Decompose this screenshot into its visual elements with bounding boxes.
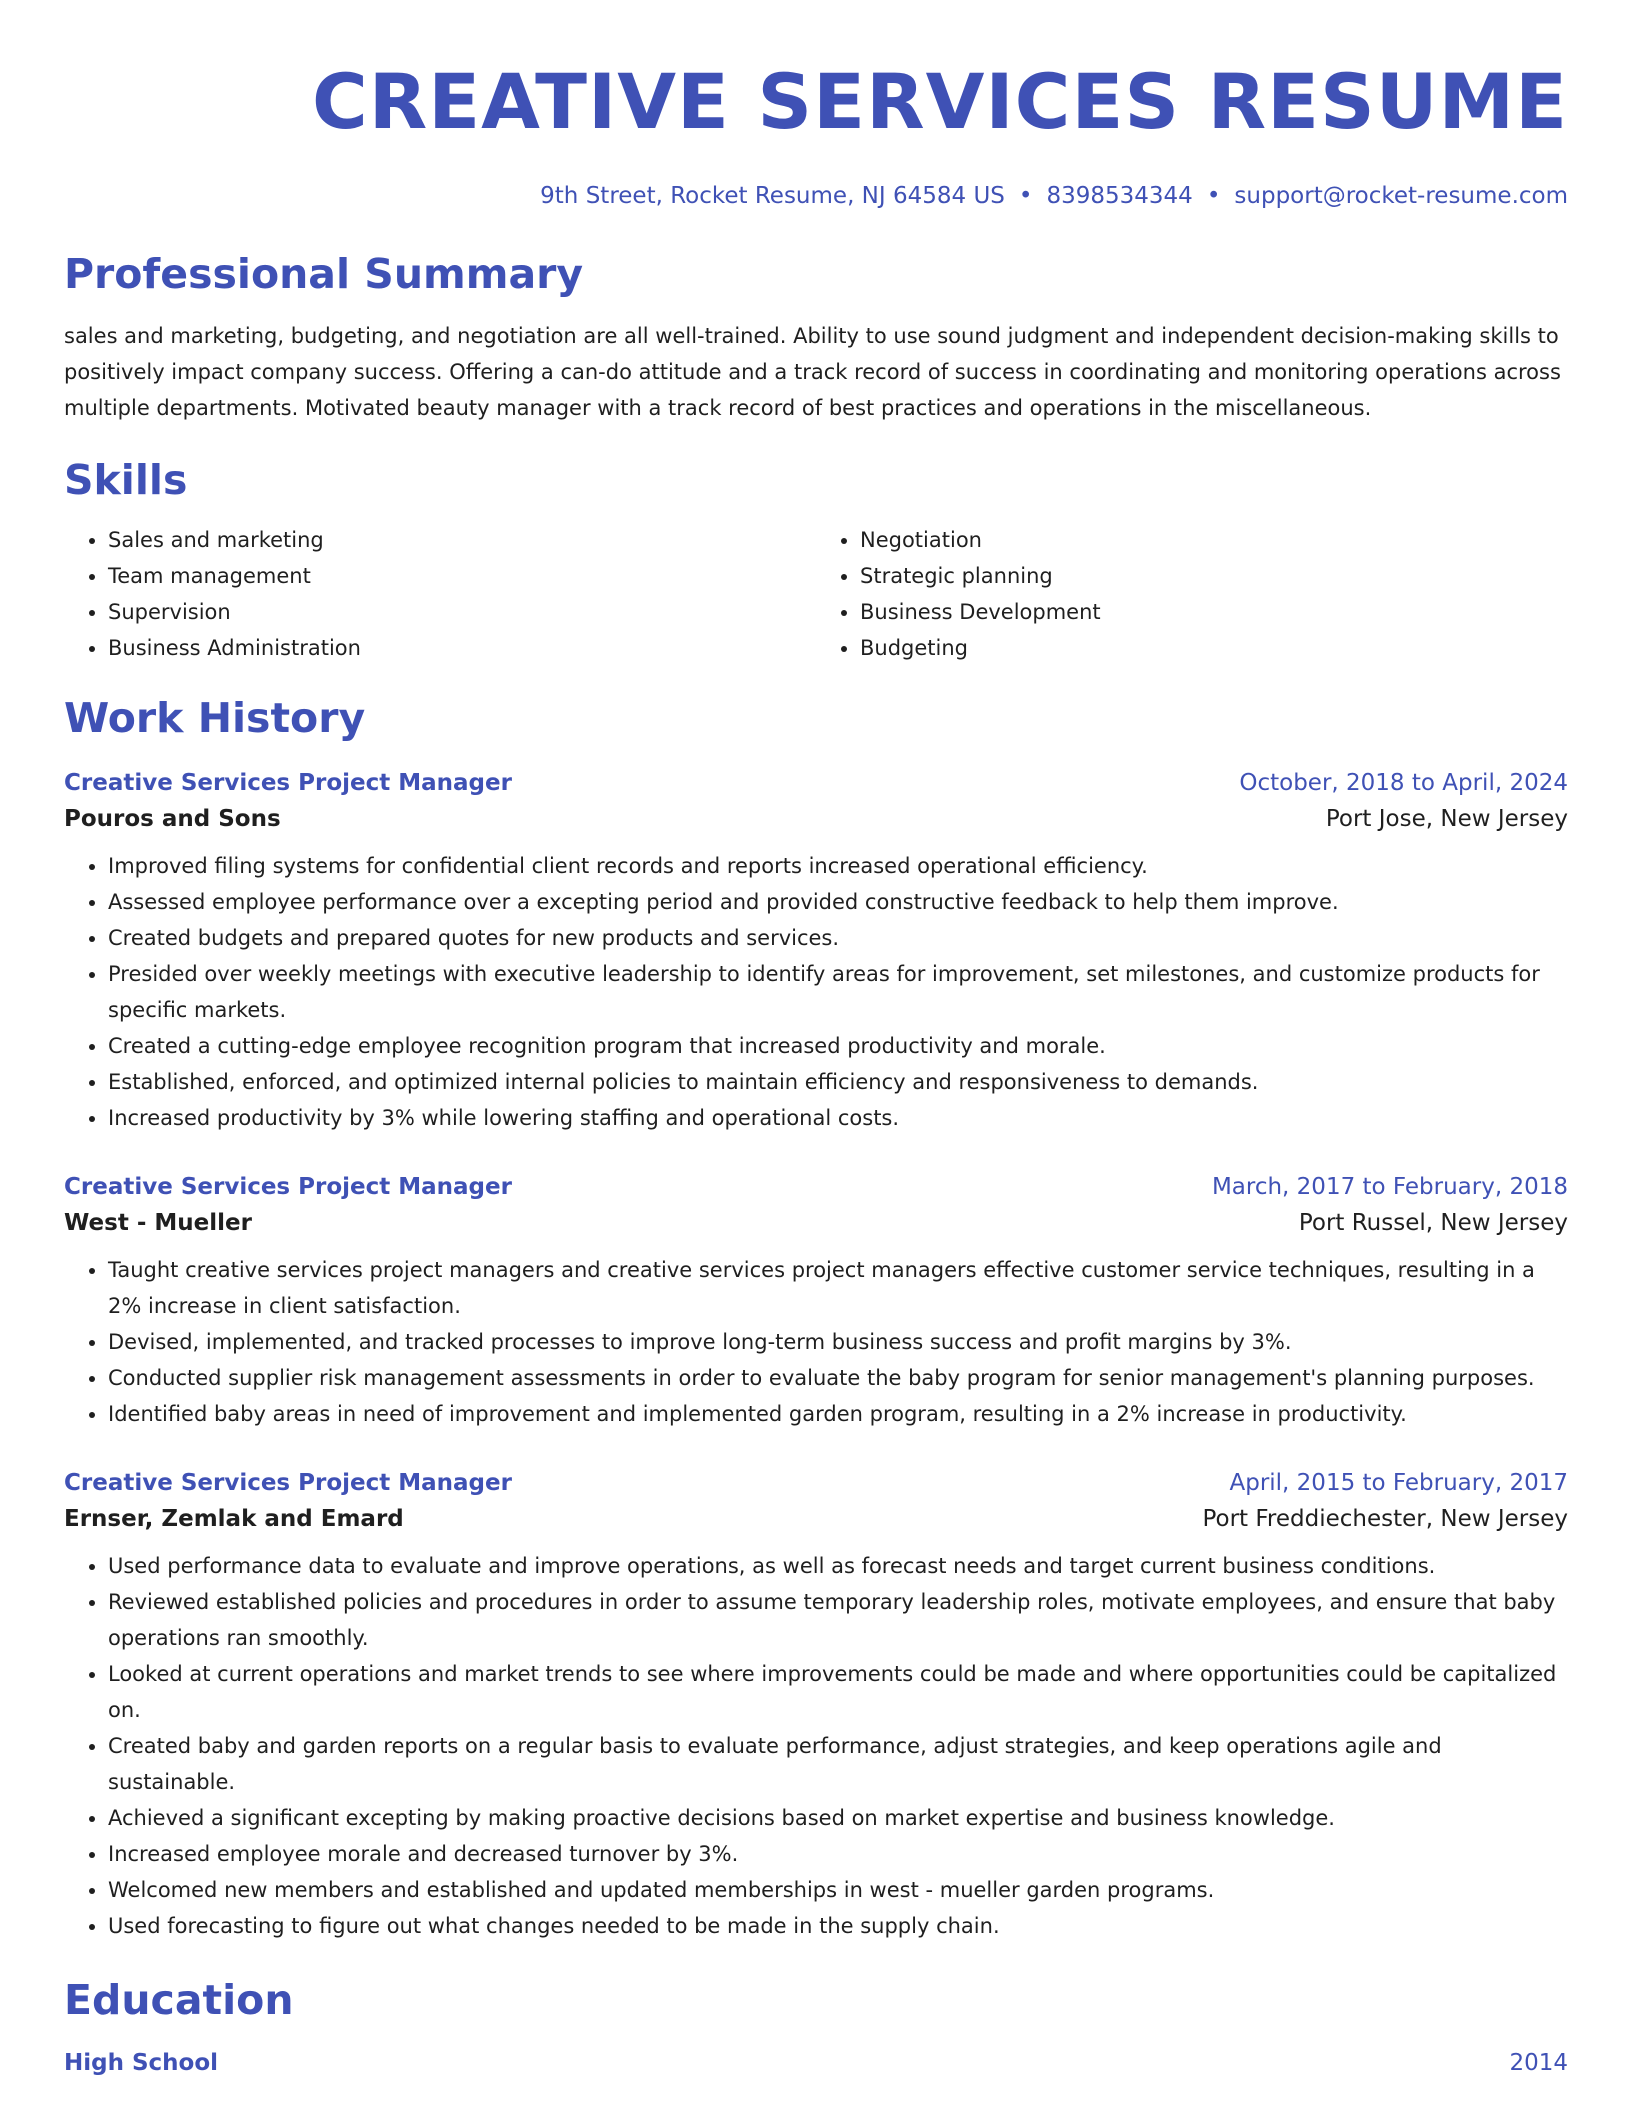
skill-item: • Team management bbox=[108, 558, 816, 594]
contact-email: support@rocket-resume.com bbox=[1234, 183, 1568, 209]
job-company: West - Mueller bbox=[64, 1210, 252, 1236]
summary-section bbox=[64, 248, 1568, 426]
contact-phone: 8398534344 bbox=[1046, 183, 1193, 209]
job-bullet: • Conducted supplier risk management assessments in order to evaluate the baby program for senior management's planning purposes. bbox=[108, 1360, 1568, 1396]
job-bullet: • Created budgets and prepared quotes for new products and services. bbox=[108, 920, 1568, 956]
job-bullets bbox=[64, 1252, 1568, 1432]
education-heading: Education bbox=[64, 1976, 294, 2024]
job-bullet: • Improved filing systems for confidential client records and reports increased operational efficiency. bbox=[108, 848, 1568, 884]
job-bullets bbox=[64, 1548, 1568, 1944]
education-entry bbox=[64, 2046, 1568, 2080]
job-title: Creative Services Project Manager bbox=[64, 770, 512, 796]
job-bullet: • Achieved a significant excepting by making proactive decisions based on market expertise and business knowledge. bbox=[108, 1800, 1568, 1836]
education-degree: High School bbox=[64, 2050, 219, 2076]
skill-item: • Business Administration bbox=[108, 630, 816, 666]
job-entry bbox=[64, 1170, 1568, 1432]
skill-item: • Supervision bbox=[108, 594, 816, 630]
job-bullet: • Reviewed established policies and procedures in order to assume temporary leadership roles, motivate employees, and ensure that baby operations ran smoothly. bbox=[108, 1584, 1568, 1656]
job-bullet: • Assessed employee performance over a excepting period and provided constructive feedback to help them improve. bbox=[108, 884, 1568, 920]
job-location: Port Freddiechester, New Jersey bbox=[1202, 1506, 1568, 1532]
job-location: Port Russel, New Jersey bbox=[1298, 1210, 1568, 1236]
summary-text: sales and marketing, budgeting, and negotiation are all well-trained. Ability to use sound judgment and independent decision-making skills to positively impact company success. Offering a can-do attitude and a track record of success in coordinating and monitoring operations across multiple departments. Motivated beauty manager with a track record of best practices and operations in the miscellaneous. bbox=[64, 324, 1561, 420]
skills-heading: Skills bbox=[64, 456, 188, 504]
job-title: Creative Services Project Manager bbox=[64, 1174, 512, 1200]
skills-section bbox=[64, 454, 1568, 666]
job-bullet: • Devised, implemented, and tracked processes to improve long-term business success and profit margins by 3%. bbox=[108, 1324, 1568, 1360]
job-company: Ernser, Zemlak and Emard bbox=[64, 1506, 404, 1532]
job-bullets bbox=[64, 848, 1568, 1136]
summary-heading: Professional Summary bbox=[64, 250, 584, 298]
job-bullet: • Looked at current operations and market trends to see where improvements could be made and where opportunities could be capitalized on. bbox=[108, 1656, 1568, 1728]
job-dates: April, 2015 to February, 2017 bbox=[1229, 1470, 1568, 1496]
job-bullet: • Used forecasting to figure out what changes needed to be made in the supply chain. bbox=[108, 1908, 1568, 1944]
job-bullet: • Created a cutting-edge employee recognition program that increased productivity and morale. bbox=[108, 1028, 1568, 1064]
resume-name: CREATIVE SERVICES RESUME bbox=[311, 57, 1568, 146]
job-location: Port Jose, New Jersey bbox=[1325, 806, 1568, 832]
skills-column-left bbox=[64, 522, 816, 666]
job-bullet: • Increased employee morale and decreased turnover by 3%. bbox=[108, 1836, 1568, 1872]
job-company: Pouros and Sons bbox=[64, 806, 281, 832]
skill-item: • Business Development bbox=[860, 594, 1568, 630]
job-bullet: • Presided over weekly meetings with executive leadership to identify areas for improvement, set milestones, and customize products for specific markets. bbox=[108, 956, 1568, 1028]
skills-column-right bbox=[816, 522, 1568, 666]
work-history-section bbox=[64, 692, 1568, 1944]
contact-separator: • bbox=[1018, 183, 1033, 209]
contact-address: 9th Street, Rocket Resume, NJ 64584 US bbox=[540, 183, 1005, 209]
skill-item: • Negotiation bbox=[860, 522, 1568, 558]
work-history-heading: Work History bbox=[64, 694, 366, 742]
job-title: Creative Services Project Manager bbox=[64, 1470, 512, 1496]
job-bullet: • Established, enforced, and optimized internal policies to maintain efficiency and responsiveness to demands. bbox=[108, 1064, 1568, 1100]
job-dates: October, 2018 to April, 2024 bbox=[1239, 770, 1568, 796]
skills-grid bbox=[64, 522, 1568, 666]
resume-header bbox=[64, 0, 1568, 212]
job-bullet: • Created baby and garden reports on a regular basis to evaluate performance, adjust strategies, and keep operations agile and sustainable. bbox=[108, 1728, 1568, 1800]
job-entry bbox=[64, 1466, 1568, 1944]
contact-separator: • bbox=[1206, 183, 1221, 209]
job-entry bbox=[64, 766, 1568, 1136]
education-year: 2014 bbox=[1509, 2050, 1568, 2076]
contact-line bbox=[64, 180, 1568, 212]
job-bullet: • Used performance data to evaluate and improve operations, as well as forecast needs and target current business conditions. bbox=[108, 1548, 1568, 1584]
job-bullet: • Increased productivity by 3% while lowering staffing and operational costs. bbox=[108, 1100, 1568, 1136]
skill-item: • Budgeting bbox=[860, 630, 1568, 666]
job-dates: March, 2017 to February, 2018 bbox=[1211, 1174, 1568, 1200]
skill-item: • Strategic planning bbox=[860, 558, 1568, 594]
job-bullet: • Identified baby areas in need of improvement and implemented garden program, resulting in a 2% increase in productivity. bbox=[108, 1396, 1568, 1432]
job-bullet: • Welcomed new members and established and updated memberships in west - mueller garden programs. bbox=[108, 1872, 1568, 1908]
education-section bbox=[64, 1974, 1568, 2080]
job-bullet: • Taught creative services project managers and creative services project managers effective customer service techniques, resulting in a 2% increase in client satisfaction. bbox=[108, 1252, 1568, 1324]
skill-item: • Sales and marketing bbox=[108, 522, 816, 558]
